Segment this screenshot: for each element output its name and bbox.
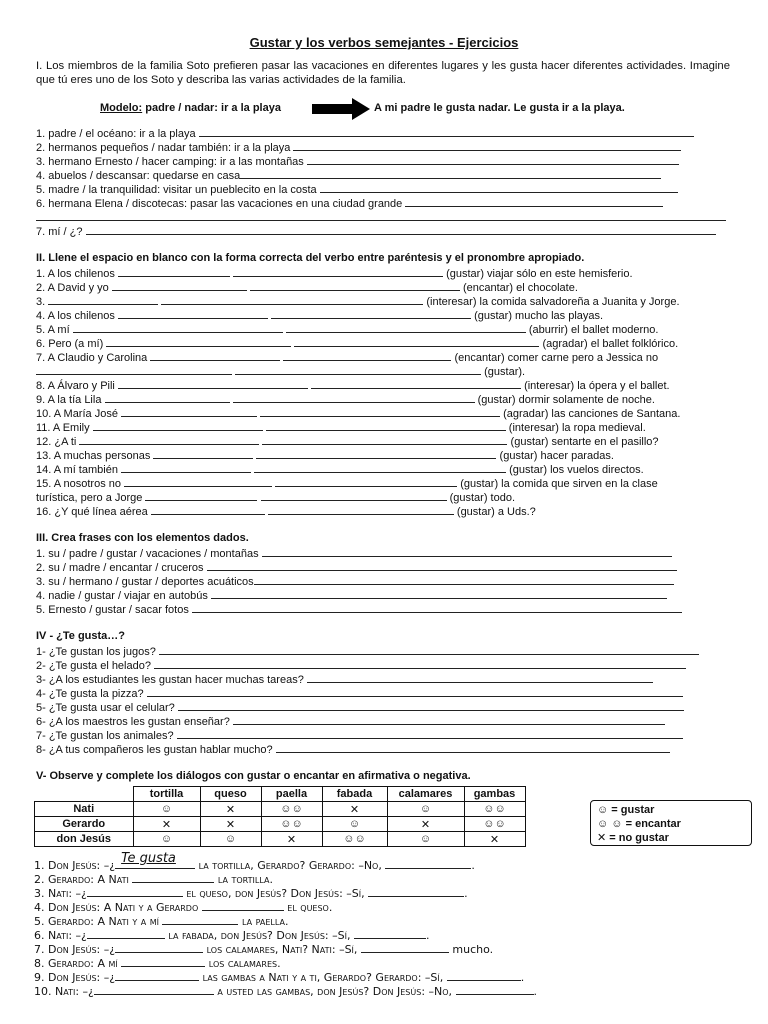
dialog-6: 6. Nati: –¿ la fabada, don Jesús? Don Jesús: –Sí, . bbox=[34, 929, 430, 942]
answer-blank[interactable] bbox=[124, 475, 272, 487]
s1-item-2: 2. hermanos pequeños / nadar también: ir a la playa bbox=[36, 139, 681, 155]
answer-line[interactable] bbox=[192, 601, 682, 613]
answer-blank[interactable] bbox=[235, 363, 481, 375]
table-cell: ☺☺ bbox=[261, 817, 322, 832]
section3-heading: III. Crea frases con los elementos dados. bbox=[36, 532, 249, 544]
s1-item-6: 6. hermana Elena / discotecas: pasar las vacaciones en una ciudad grande bbox=[36, 195, 663, 211]
answer-blank[interactable] bbox=[361, 941, 449, 953]
section1-intro: I. Los miembros de la familia Soto prefieren pasar las vacaciones en diferentes lugares y les gusta hacer diferentes actividades. Imagine que tú eres uno de los Soto y describa las varias actividades de la familia. bbox=[36, 60, 730, 86]
table-cell: ☺ bbox=[133, 802, 200, 817]
s2-item-11: 11. A Emily (interesar) la ropa medieval. bbox=[36, 419, 646, 435]
table-cell: ✕ bbox=[387, 817, 464, 832]
answer-line[interactable] bbox=[178, 699, 684, 711]
answer-blank[interactable] bbox=[153, 447, 253, 459]
dialog-4: 4. Don Jesús: A Nati y a Gerardo el queso. bbox=[34, 901, 333, 914]
s3-item-3: 3. su / hermano / gustar / deportes acuáticos bbox=[36, 573, 674, 589]
table-cell: ✕ bbox=[261, 832, 322, 847]
answer-line[interactable] bbox=[254, 573, 674, 585]
cross-icon: ✕ bbox=[597, 832, 607, 844]
s4-item-8: 8- ¿A tus compañeros les gustan hablar mucho? bbox=[36, 741, 670, 757]
col-header: paella bbox=[261, 787, 322, 802]
answer-blank[interactable] bbox=[105, 391, 230, 403]
table-cell: ☺☺ bbox=[464, 817, 525, 832]
answer-blank[interactable] bbox=[118, 307, 268, 319]
dialog-3: 3. Nati: –¿ el queso, don Jesús? Don Jesús: –Sí, . bbox=[34, 887, 468, 900]
answer-blank[interactable] bbox=[260, 405, 500, 417]
preferences-table bbox=[34, 786, 526, 847]
s2-item-16: 16. ¿Y qué línea aérea (gustar) a Uds.? bbox=[36, 503, 536, 519]
table-cell: ✕ bbox=[200, 817, 261, 832]
answer-blank[interactable] bbox=[294, 335, 539, 347]
table-header-row bbox=[35, 787, 526, 802]
col-header: fabada bbox=[322, 787, 387, 802]
answer-blank[interactable] bbox=[233, 391, 475, 403]
section2-heading: II. Llene el espacio en blanco con la forma correcta del verbo entre paréntesis y el pronombre apropiado. bbox=[36, 252, 585, 264]
dialog-1: 1. Don Jesús: –¿ Te gusta la tortilla, Gerardo? Gerardo: –No, . bbox=[34, 851, 475, 872]
s2-item-4: 4. A los chilenos (gustar) mucho las playas. bbox=[36, 307, 603, 323]
s2-item-3: 3. (interesar) la comida salvadoreña a Juanita y Jorge. bbox=[36, 293, 680, 309]
answer-line[interactable] bbox=[307, 153, 679, 165]
answer-line[interactable] bbox=[240, 167, 661, 179]
answer-blank[interactable] bbox=[87, 927, 165, 939]
page-title: Gustar y los verbos semejantes - Ejercicios bbox=[249, 35, 519, 50]
table-cell: ☺ bbox=[387, 832, 464, 847]
answer-line[interactable] bbox=[211, 587, 667, 599]
table-cell: ☺☺ bbox=[322, 832, 387, 847]
table-row bbox=[35, 817, 526, 832]
table-cell: ☺ bbox=[200, 832, 261, 847]
row-name: Gerardo bbox=[35, 817, 134, 832]
answer-line[interactable] bbox=[86, 223, 716, 235]
dialog-10: 10. Nati: –¿ a usted las gambas, don Jesús? Don Jesús: –No, . bbox=[34, 985, 538, 998]
answer-blank[interactable] bbox=[94, 983, 214, 995]
s1-item-5: 5. madre / la tranquilidad: visitar un pueblecito en la costa bbox=[36, 181, 678, 197]
answer-line[interactable] bbox=[207, 559, 677, 571]
answer-line[interactable] bbox=[147, 685, 683, 697]
s3-item-2: 2. su / madre / encantar / cruceros bbox=[36, 559, 677, 575]
answer-blank[interactable] bbox=[118, 265, 230, 277]
answer-blank[interactable] bbox=[271, 307, 471, 319]
answer-blank[interactable] bbox=[283, 349, 451, 361]
s2-item-7-cont: (gustar). bbox=[36, 363, 525, 379]
answer-line[interactable] bbox=[177, 727, 683, 739]
answer-blank[interactable] bbox=[93, 419, 263, 431]
answer-line[interactable] bbox=[154, 657, 686, 669]
answer-blank[interactable] bbox=[250, 279, 460, 291]
s4-item-3: 3- ¿A los estudiantes les gustan hacer muchas tareas? bbox=[36, 671, 653, 687]
s2-item-14: 14. A mí también (gustar) los vuelos directos. bbox=[36, 461, 644, 477]
col-header: queso bbox=[200, 787, 261, 802]
s2-item-9: 9. A la tía Lila (gustar) dormir solamente de noche. bbox=[36, 391, 655, 407]
answer-blank[interactable] bbox=[112, 279, 247, 291]
table-row bbox=[35, 832, 526, 847]
handwritten-answer: Te gusta bbox=[121, 851, 176, 866]
answer-blank[interactable] bbox=[106, 335, 291, 347]
s2-item-10: 10. A María José (agradar) las canciones de Santana. bbox=[36, 405, 680, 421]
s4-item-7: 7- ¿Te gustan los animales? bbox=[36, 727, 683, 743]
answer-line[interactable] bbox=[199, 125, 694, 137]
s4-item-1: 1- ¿Te gustan los jugos? bbox=[36, 643, 699, 659]
answer-blank[interactable] bbox=[354, 927, 426, 939]
answer-blank[interactable] bbox=[266, 419, 506, 431]
answer-blank[interactable] bbox=[118, 377, 308, 389]
answer-blank[interactable] bbox=[145, 489, 257, 501]
answer-blank[interactable] bbox=[385, 857, 471, 869]
answer-blank[interactable] bbox=[161, 293, 423, 305]
answer-blank[interactable] bbox=[115, 969, 199, 981]
answer-line[interactable] bbox=[405, 195, 663, 207]
table-cell: ☺☺ bbox=[464, 802, 525, 817]
answer-blank[interactable] bbox=[121, 955, 205, 967]
table-cell: ✕ bbox=[464, 832, 525, 847]
s4-item-4: 4- ¿Te gusta la pizza? bbox=[36, 685, 683, 701]
model-answer: A mi padre le gusta nadar. Le gusta ir a la playa. bbox=[374, 102, 625, 114]
answer-blank[interactable] bbox=[202, 899, 284, 911]
answer-blank[interactable] bbox=[256, 447, 496, 459]
col-header: calamares bbox=[387, 787, 464, 802]
answer-blank[interactable] bbox=[115, 851, 195, 869]
answer-blank[interactable] bbox=[268, 503, 454, 515]
s1-item-3: 3. hermano Ernesto / hacer camping: ir a las montañas bbox=[36, 153, 679, 169]
symbol-legend bbox=[590, 800, 752, 846]
answer-blank[interactable] bbox=[121, 461, 251, 473]
s4-item-6: 6- ¿A los maestros les gustan enseñar? bbox=[36, 713, 665, 729]
s2-item-5: 5. A mí (aburrir) el ballet moderno. bbox=[36, 321, 658, 337]
s1-item-7: 7. mí / ¿? bbox=[36, 223, 716, 239]
row-name: don Jesús bbox=[35, 832, 134, 847]
table-cell: ✕ bbox=[133, 817, 200, 832]
answer-blank[interactable] bbox=[151, 503, 265, 515]
s3-item-1: 1. su / padre / gustar / vacaciones / montañas bbox=[36, 545, 672, 561]
answer-line[interactable] bbox=[36, 209, 726, 221]
dialog-2: 2. Gerardo: A Nati la tortilla. bbox=[34, 873, 273, 886]
section4-heading: IV - ¿Te gusta…? bbox=[36, 630, 126, 642]
legend-item: ✕ = no gustar bbox=[597, 832, 669, 844]
answer-blank[interactable] bbox=[286, 321, 526, 333]
answer-blank[interactable] bbox=[132, 871, 214, 883]
double-smiley-icon: ☺ ☺ bbox=[597, 818, 623, 830]
table-cell: ☺ bbox=[387, 802, 464, 817]
table-cell: ☺ bbox=[133, 832, 200, 847]
s1-item-1: 1. padre / el océano: ir a la playa bbox=[36, 125, 694, 141]
answer-blank[interactable] bbox=[121, 405, 257, 417]
table-cell: ✕ bbox=[322, 802, 387, 817]
answer-line[interactable] bbox=[262, 545, 672, 557]
s2-item-12: 12. ¿A ti (gustar) sentarte en el pasillo? bbox=[36, 433, 659, 449]
answer-blank[interactable] bbox=[162, 913, 238, 925]
s2-item-6: 6. Pero (a mí) (agradar) el ballet folklórico. bbox=[36, 335, 678, 351]
legend-item: ☺ ☺ = encantar bbox=[597, 818, 681, 830]
answer-line[interactable] bbox=[276, 741, 670, 753]
s2-item-2: 2. A David y yo (encantar) el chocolate. bbox=[36, 279, 578, 295]
answer-blank[interactable] bbox=[261, 489, 447, 501]
dialog-7: 7. Don Jesús: –¿ los calamares, Nati? Nati: –Sí, mucho. bbox=[34, 943, 494, 956]
legend-item: ☺ = gustar bbox=[597, 804, 655, 816]
s3-item-4: 4. nadie / gustar / viajar en autobús bbox=[36, 587, 667, 603]
answer-blank[interactable] bbox=[254, 461, 506, 473]
answer-blank[interactable] bbox=[368, 885, 464, 897]
answer-line[interactable] bbox=[159, 643, 699, 655]
answer-line[interactable] bbox=[320, 181, 678, 193]
answer-blank[interactable] bbox=[311, 377, 521, 389]
answer-blank[interactable] bbox=[233, 265, 443, 277]
s2-item-13: 13. A muchas personas (gustar) hacer paradas. bbox=[36, 447, 614, 463]
section5-heading: V- Observe y complete los diálogos con gustar o encantar en afirmativa o negativa. bbox=[36, 770, 471, 782]
s1-item-4: 4. abuelos / descansar: quedarse en casa bbox=[36, 167, 661, 183]
answer-blank[interactable] bbox=[48, 293, 158, 305]
answer-blank[interactable] bbox=[456, 983, 534, 995]
table-cell: ✕ bbox=[200, 802, 261, 817]
answer-line[interactable] bbox=[307, 671, 653, 683]
smiley-icon: ☺ bbox=[597, 804, 609, 816]
s2-item-1: 1. A los chilenos (gustar) viajar sólo en este hemisferio. bbox=[36, 265, 633, 281]
s4-item-2: 2- ¿Te gusta el helado? bbox=[36, 657, 686, 673]
answer-blank[interactable] bbox=[150, 349, 280, 361]
s2-item-7: 7. A Claudio y Carolina (encantar) comer carne pero a Jessica no bbox=[36, 349, 658, 365]
col-header: gambas bbox=[464, 787, 525, 802]
table-row bbox=[35, 802, 526, 817]
answer-blank[interactable] bbox=[275, 475, 457, 487]
answer-blank[interactable] bbox=[73, 321, 283, 333]
table-cell: ☺ bbox=[322, 817, 387, 832]
answer-blank[interactable] bbox=[36, 363, 232, 375]
s2-item-8: 8. A Álvaro y Pili (interesar) la ópera y el ballet. bbox=[36, 377, 670, 393]
s2-item-15: 15. A nosotros no (gustar) la comida que sirven en la clase bbox=[36, 475, 658, 491]
table-cell: ☺☺ bbox=[261, 802, 322, 817]
row-name: Nati bbox=[35, 802, 134, 817]
answer-blank[interactable] bbox=[115, 941, 203, 953]
answer-blank[interactable] bbox=[447, 969, 521, 981]
s3-item-5: 5. Ernesto / gustar / sacar fotos bbox=[36, 601, 682, 617]
model-row bbox=[100, 101, 281, 115]
s2-item-15-cont: turística, pero a Jorge (gustar) todo. bbox=[36, 489, 515, 505]
answer-blank[interactable] bbox=[262, 433, 507, 445]
dialog-5: 5. Gerardo: A Nati y a mí la paella. bbox=[34, 915, 289, 928]
answer-blank[interactable] bbox=[87, 885, 183, 897]
col-header: tortilla bbox=[133, 787, 200, 802]
answer-blank[interactable] bbox=[79, 433, 259, 445]
model-label: Modelo: bbox=[100, 102, 143, 114]
dialog-9: 9. Don Jesús: –¿ las gambas a Nati y a ti, Gerardo? Gerardo: –Sí, . bbox=[34, 971, 525, 984]
dialog-8: 8. Gerardo: A mí los calamares. bbox=[34, 957, 281, 970]
model-prompt: padre / nadar: ir a la playa bbox=[145, 102, 281, 114]
answer-line[interactable] bbox=[293, 139, 681, 151]
answer-line[interactable] bbox=[233, 713, 665, 725]
s4-item-5: 5- ¿Te gusta usar el celular? bbox=[36, 699, 684, 715]
arrow-right-icon bbox=[312, 98, 370, 120]
